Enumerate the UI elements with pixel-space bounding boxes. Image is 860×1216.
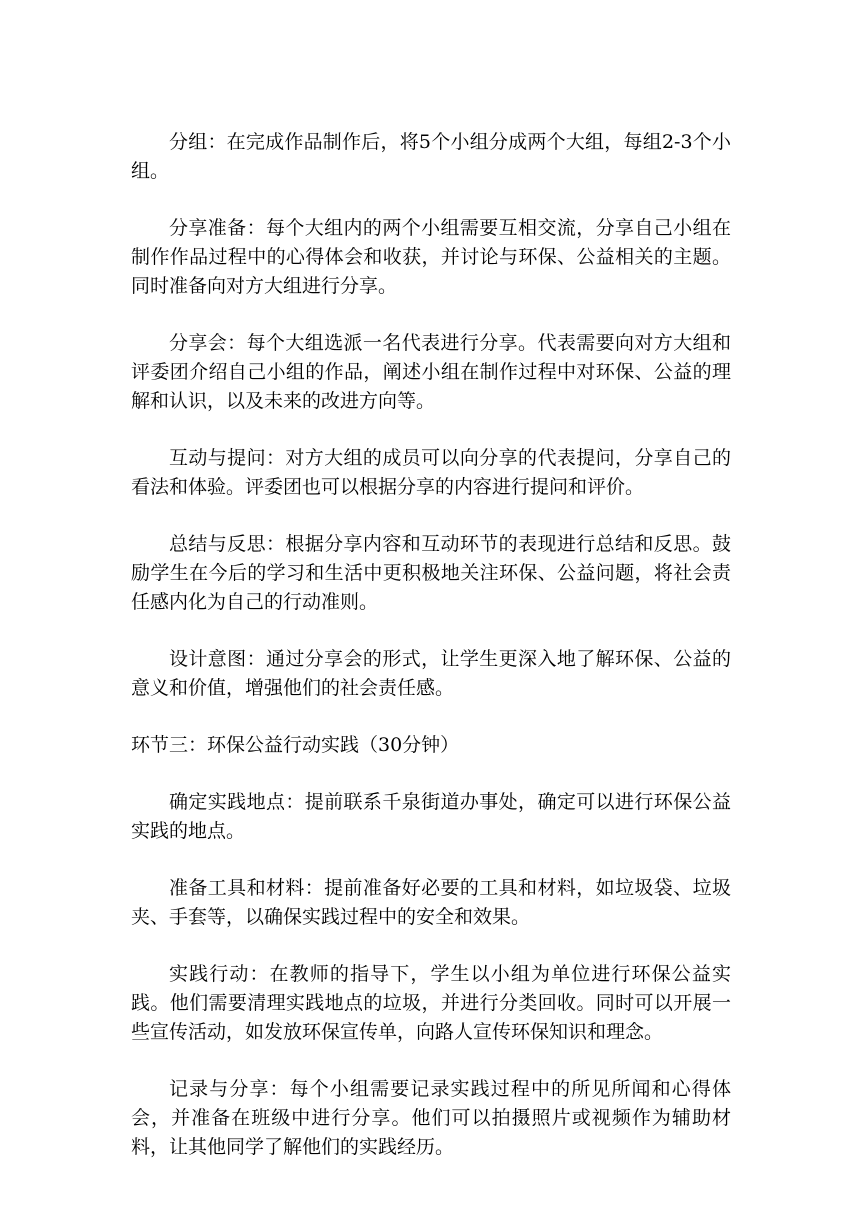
section-heading: 环节三：环保公益行动实践（30分钟） [131, 734, 460, 756]
paragraph-tools: 准备工具和材料：提前准备好必要的工具和材料，如垃圾袋、垃圾夹、手套等，以确保实践过程中的安全和效果。 [131, 877, 731, 928]
paragraph-sharing-session: 分享会：每个大组选派一名代表进行分享。代表需要向对方大组和评委团介绍自己小组的作品，阐述小组在制作过程中对环保、公益的理解和认识，以及未来的改进方向等。 [131, 332, 731, 412]
paragraph-grouping: 分组：在完成作品制作后，将5个小组分成两个大组，每组2-3个小组。 [131, 131, 731, 182]
document-body [131, 128, 731, 1190]
paragraph-location: 确定实践地点：提前联系千泉街道办事处，确定可以进行环保公益实践的地点。 [131, 791, 731, 842]
paragraph-summary: 总结与反思：根据分享内容和互动环节的表现进行总结和反思。鼓励学生在今后的学习和生活中更积极地关注环保、公益问题，将社会责任感内化为自己的行动准则。 [131, 533, 731, 613]
paragraph-action: 实践行动：在教师的指导下，学生以小组为单位进行环保公益实践。他们需要清理实践地点的垃圾，并进行分类回收。同时可以开展一些宣传活动，如发放环保宣传单，向路人宣传环保知识和理念。 [131, 963, 731, 1043]
paragraph-design-intent: 设计意图：通过分享会的形式，让学生更深入地了解环保、公益的意义和价值，增强他们的社会责任感。 [131, 648, 731, 699]
paragraph-sharing-prep: 分享准备：每个大组内的两个小组需要互相交流，分享自己小组在制作作品过程中的心得体会和收获，并讨论与环保、公益相关的主题。同时准备向对方大组进行分享。 [131, 217, 731, 297]
paragraph-record: 记录与分享：每个小组需要记录实践过程中的所见所闻和心得体会，并准备在班级中进行分享。他们可以拍摄照片或视频作为辅助材料，让其他同学了解他们的实践经历。 [131, 1078, 731, 1158]
paragraph-interaction: 互动与提问：对方大组的成员可以向分享的代表提问，分享自己的看法和体验。评委团也可以根据分享的内容进行提问和评价。 [131, 447, 731, 498]
